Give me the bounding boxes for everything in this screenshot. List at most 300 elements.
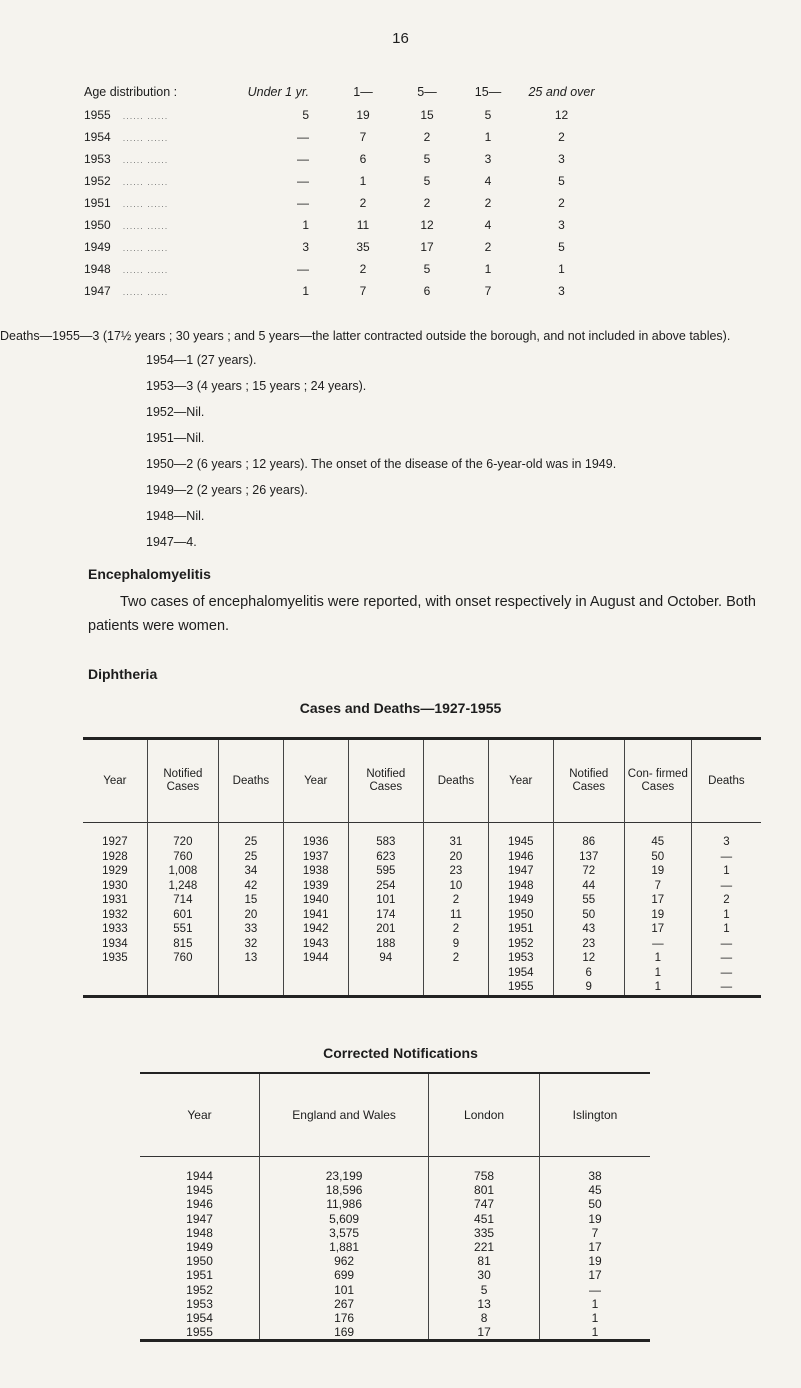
- age-cell: 11: [356, 218, 370, 232]
- diphtheria-cell: 1930: [102, 879, 128, 892]
- age-cell: 19: [356, 108, 370, 122]
- diphtheria-cell: 601: [147, 908, 218, 923]
- age-header-5: 5—: [417, 85, 437, 99]
- diphtheria-cell: 188: [348, 937, 423, 952]
- separator-cell: [624, 823, 691, 836]
- diphtheria-cell: 34: [218, 864, 283, 879]
- diphtheria-cell: 1951: [488, 922, 553, 937]
- diphtheria-cell: 1,008: [147, 864, 218, 879]
- diphtheria-cell: 33: [218, 922, 283, 937]
- corrected-row: [140, 1169, 650, 1183]
- separator-cell: [283, 823, 348, 836]
- diphtheria-cell: 1946: [488, 850, 553, 865]
- age-year-label: 1949: [84, 240, 111, 254]
- age-cell: 12: [554, 108, 569, 122]
- separator-cell: [488, 823, 553, 836]
- diphtheria-cell: 1933: [102, 923, 128, 936]
- corrected-cell: 1944: [186, 1169, 213, 1184]
- age-table-row: [70, 104, 604, 126]
- corrected-row: [140, 1297, 650, 1311]
- diphtheria-cell: 1944: [283, 951, 348, 966]
- corrected-cell: 30: [429, 1268, 540, 1282]
- diphtheria-cell: 1948: [488, 879, 553, 894]
- diphtheria-cell: 583: [348, 835, 423, 850]
- diphtheria-row: [83, 908, 761, 923]
- separator-cell: [553, 823, 624, 836]
- age-cell: 2: [359, 262, 367, 276]
- diphtheria-cell: 1931: [102, 894, 128, 907]
- age-cell: 3: [558, 152, 565, 166]
- age-row-year: [70, 126, 234, 148]
- diphtheria-cell: 595: [348, 864, 423, 879]
- diphtheria-header-cell: Year: [83, 739, 147, 823]
- diphtheria-cell: 2: [424, 951, 489, 966]
- corrected-cell: 13: [429, 1297, 540, 1311]
- leader-dots: ...... ......: [122, 155, 169, 165]
- diphtheria-header-cell: Notified Cases: [553, 739, 624, 823]
- diphtheria-cell: 43: [553, 922, 624, 937]
- diphtheria-cell: 2: [424, 893, 489, 908]
- age-table-row: [70, 214, 604, 236]
- diphtheria-cell: —: [624, 937, 691, 952]
- age-cell: 35: [356, 240, 370, 254]
- deaths-note: 1951—Nil.: [146, 431, 205, 445]
- separator-cell: [429, 1157, 540, 1170]
- diphtheria-cell: 623: [348, 850, 423, 865]
- corrected-cell: 1945: [186, 1183, 213, 1198]
- corrected-row: [140, 1311, 650, 1325]
- diphtheria-cell: 1945: [488, 835, 553, 850]
- separator-cell: [424, 823, 489, 836]
- corrected-row: [140, 1268, 650, 1282]
- diphtheria-cell: [424, 966, 489, 981]
- diphtheria-cell: [348, 980, 423, 996]
- age-cell: 5: [423, 174, 431, 188]
- leader-dots: ...... ......: [122, 287, 169, 297]
- age-table-row: [70, 258, 604, 280]
- corrected-row: [140, 1212, 650, 1226]
- diphtheria-cell: 1949: [488, 893, 553, 908]
- diphtheria-cell: 815: [147, 937, 218, 952]
- age-cell: 1: [558, 262, 565, 276]
- age-distribution-table: [70, 80, 604, 302]
- diphtheria-row: [83, 951, 761, 966]
- corrected-header-cell: Year: [140, 1073, 260, 1157]
- diphtheria-cell: 551: [147, 922, 218, 937]
- age-cell: 2: [558, 130, 565, 144]
- diphtheria-row: [83, 937, 761, 952]
- deaths-note-1955: Deaths—1955—3 (17½ years ; 30 years ; and 5 years—the latter contracted outside the borough, and not included in above tables).: [0, 329, 731, 343]
- corrected-header-cell: Islington: [539, 1073, 650, 1157]
- diphtheria-cell: [147, 966, 218, 981]
- corrected-cell: 169: [260, 1325, 429, 1341]
- corrected-cell: 101: [260, 1283, 429, 1297]
- diphtheria-cell: 25: [218, 850, 283, 865]
- diphtheria-cell: 1940: [283, 893, 348, 908]
- age-header-1: 1—: [353, 85, 373, 99]
- age-row-year: [70, 280, 234, 302]
- corrected-cell: 1949: [186, 1240, 213, 1255]
- corrected-cell: 1: [539, 1325, 650, 1341]
- age-cell: 1: [302, 218, 309, 232]
- diphtheria-cell: 1932: [102, 908, 128, 921]
- age-row-year: [70, 148, 234, 170]
- diphtheria-header-cell: Year: [488, 739, 553, 823]
- age-table-row: [70, 126, 604, 148]
- age-table-row: [70, 192, 604, 214]
- corrected-cell: 747: [429, 1197, 540, 1211]
- diphtheria-cell: 254: [348, 879, 423, 894]
- corrected-cell: 1947: [186, 1211, 213, 1226]
- diphtheria-cell: 45: [624, 835, 691, 850]
- diphtheria-cell: [218, 980, 283, 996]
- age-cell: 3: [484, 152, 492, 166]
- diphtheria-cell: —: [691, 966, 761, 981]
- corrected-cell: 1952: [186, 1282, 213, 1297]
- deaths-note: 1949—2 (2 years ; 26 years).: [146, 483, 308, 497]
- separator-cell: [260, 1157, 429, 1170]
- separator-cell: [348, 823, 423, 836]
- age-row-year: [70, 214, 234, 236]
- diphtheria-cell: 86: [553, 835, 624, 850]
- diphtheria-row: [83, 922, 761, 937]
- diphtheria-cell: 1943: [283, 937, 348, 952]
- diphtheria-cell: 23: [553, 937, 624, 952]
- diphtheria-cell: 201: [348, 922, 423, 937]
- corrected-cell: 1951: [186, 1268, 213, 1283]
- diphtheria-header-cell: Deaths: [424, 739, 489, 823]
- diphtheria-cell: 1: [691, 922, 761, 937]
- corrected-cell: 758: [429, 1169, 540, 1183]
- diphtheria-cell: 42: [218, 879, 283, 894]
- age-row-year: [70, 258, 234, 280]
- deaths-notes: [0, 328, 758, 560]
- corrected-cell: 1948: [186, 1225, 213, 1240]
- leader-dots: ...... ......: [122, 177, 169, 187]
- diphtheria-cell: 1947: [488, 864, 553, 879]
- corrected-cell: 11,986: [260, 1197, 429, 1211]
- diphtheria-cell: —: [691, 951, 761, 966]
- diphtheria-cell: 1938: [283, 864, 348, 879]
- diphtheria-cell: 1952: [488, 937, 553, 952]
- corrected-cell: 176: [260, 1311, 429, 1325]
- diphtheria-cell: [83, 966, 147, 981]
- separator-cell: [83, 823, 147, 836]
- age-cell: 1: [359, 174, 367, 188]
- age-cell: —: [297, 196, 309, 210]
- age-cell: 5: [423, 262, 431, 276]
- diphtheria-cell: 19: [624, 864, 691, 879]
- corrected-cell: 801: [429, 1183, 540, 1197]
- age-row-year: [70, 192, 234, 214]
- diphtheria-cell: 1953: [488, 951, 553, 966]
- corrected-row: [140, 1240, 650, 1254]
- age-table-header: [70, 80, 604, 104]
- diphtheria-cell: 1942: [283, 922, 348, 937]
- separator-cell: [140, 1157, 260, 1170]
- corrected-cell: 1954: [186, 1310, 213, 1325]
- diphtheria-cell: 174: [348, 908, 423, 923]
- age-cell: 4: [484, 174, 492, 188]
- corrected-cell: 8: [429, 1311, 540, 1325]
- corrected-row: [140, 1197, 650, 1211]
- age-cell: 2: [423, 196, 431, 210]
- corrected-row: [140, 1226, 650, 1240]
- diphtheria-cell: 137: [553, 850, 624, 865]
- age-cell: 2: [484, 196, 492, 210]
- diphtheria-cell: 2: [691, 893, 761, 908]
- diphtheria-header-cell: Deaths: [691, 739, 761, 823]
- age-year-label: 1947: [84, 284, 111, 298]
- deaths-note: 1953—3 (4 years ; 15 years ; 24 years).: [146, 379, 367, 393]
- leader-dots: ...... ......: [122, 199, 169, 209]
- corrected-cell: 335: [429, 1226, 540, 1240]
- diphtheria-cell: —: [691, 879, 761, 894]
- diphtheria-cell: 20: [218, 908, 283, 923]
- corrected-cell: 18,596: [260, 1183, 429, 1197]
- corrected-notifications-caption: Corrected Notifications: [323, 1045, 478, 1061]
- diphtheria-cell: 15: [218, 893, 283, 908]
- diphtheria-cell: 9: [553, 980, 624, 996]
- encephalomyelitis-paragraph: Two cases of encephalomyelitis were reported, with onset respectively in August and October. Both patients were women.: [88, 594, 756, 634]
- diphtheria-header-cell: Year: [283, 739, 348, 823]
- diphtheria-cell: 1941: [283, 908, 348, 923]
- deaths-note: 1948—Nil.: [146, 509, 205, 523]
- diphtheria-cell: —: [691, 850, 761, 865]
- corrected-cell: 221: [429, 1240, 540, 1254]
- diphtheria-cell: 1: [691, 864, 761, 879]
- corrected-cell: 50: [539, 1197, 650, 1211]
- age-table-row: [70, 170, 604, 192]
- corrected-cell: 7: [539, 1226, 650, 1240]
- age-cell: 1: [302, 284, 309, 298]
- corrected-cell: —: [539, 1283, 650, 1297]
- diphtheria-header-row: [83, 739, 761, 823]
- diphtheria-cell: [83, 980, 147, 996]
- diphtheria-cell: 1: [691, 908, 761, 923]
- corrected-cell: 5,609: [260, 1212, 429, 1226]
- leader-dots: ...... ......: [122, 111, 169, 121]
- diphtheria-heading: Diphtheria: [88, 666, 158, 682]
- diphtheria-row: [83, 980, 761, 996]
- diphtheria-cell: 1,248: [147, 879, 218, 894]
- diphtheria-cell: 32: [218, 937, 283, 952]
- diphtheria-cell: 1929: [102, 865, 128, 878]
- corrected-row: [140, 1325, 650, 1341]
- diphtheria-cell: 1936: [283, 835, 348, 850]
- corrected-cell: 17: [429, 1325, 540, 1341]
- diphtheria-cell: 1937: [283, 850, 348, 865]
- diphtheria-cell: 1928: [102, 850, 128, 863]
- age-cell: 4: [484, 218, 492, 232]
- diphtheria-cell: 31: [424, 835, 489, 850]
- diphtheria-cell: 13: [218, 951, 283, 966]
- page-number: 16: [392, 30, 409, 47]
- diphtheria-cell: 10: [424, 879, 489, 894]
- diphtheria-cell: 9: [424, 937, 489, 952]
- age-cell: 2: [558, 196, 565, 210]
- diphtheria-cell: 72: [553, 864, 624, 879]
- age-cell: 17: [420, 240, 434, 254]
- age-cell: 5: [484, 108, 492, 122]
- age-year-label: 1954: [84, 130, 111, 144]
- diphtheria-cell: [424, 980, 489, 996]
- diphtheria-cell: [147, 980, 218, 996]
- age-header-25: 25 and over: [528, 85, 595, 99]
- corrected-cell: 962: [260, 1254, 429, 1268]
- age-cell: 7: [359, 130, 367, 144]
- diphtheria-cell: 101: [348, 893, 423, 908]
- corrected-separator: [140, 1157, 650, 1170]
- corrected-cell: 23,199: [260, 1169, 429, 1183]
- age-cell: —: [297, 262, 309, 276]
- age-cell: 3: [302, 240, 309, 254]
- corrected-cell: 1955: [140, 1325, 260, 1341]
- corrected-cell: 17: [539, 1240, 650, 1254]
- age-cell: 3: [558, 218, 565, 232]
- diphtheria-cell: 1954: [488, 966, 553, 981]
- age-cell: 5: [558, 174, 565, 188]
- corrected-row: [140, 1283, 650, 1297]
- diphtheria-table: [83, 737, 761, 998]
- corrected-cell: 451: [429, 1212, 540, 1226]
- age-table-row: [70, 148, 604, 170]
- corrected-cell: 1946: [186, 1197, 213, 1212]
- diphtheria-cell: 25: [218, 835, 283, 850]
- deaths-note: 1947—4.: [146, 535, 197, 549]
- corrected-cell: 3,575: [260, 1226, 429, 1240]
- diphtheria-cell: 6: [553, 966, 624, 981]
- diphtheria-cell: [283, 966, 348, 981]
- corrected-row: [140, 1183, 650, 1197]
- diphtheria-row: [83, 850, 761, 865]
- corrected-cell: 19: [539, 1212, 650, 1226]
- diphtheria-cell: [218, 966, 283, 981]
- age-row-year: [70, 170, 234, 192]
- age-cell: 15: [420, 108, 434, 122]
- corrected-header-cell: London: [429, 1073, 540, 1157]
- age-year-label: 1953: [84, 152, 111, 166]
- diphtheria-caption: Cases and Deaths—1927-1955: [299, 700, 502, 716]
- corrected-cell: 1: [539, 1297, 650, 1311]
- corrected-header-row: [140, 1073, 650, 1157]
- diphtheria-cell: 714: [147, 893, 218, 908]
- age-cell: —: [297, 152, 309, 166]
- corrected-cell: 17: [539, 1268, 650, 1282]
- corrected-cell: 1,881: [260, 1240, 429, 1254]
- corrected-row: [140, 1254, 650, 1268]
- diphtheria-cell: 1939: [283, 879, 348, 894]
- diphtheria-cell: 55: [553, 893, 624, 908]
- separator-cell: [691, 823, 761, 836]
- diphtheria-row: [83, 966, 761, 981]
- diphtheria-cell: —: [691, 937, 761, 952]
- age-year-label: 1955: [84, 108, 111, 122]
- diphtheria-cell: 17: [624, 922, 691, 937]
- leader-dots: ...... ......: [122, 265, 169, 275]
- corrected-cell: 1953: [186, 1296, 213, 1311]
- corrected-cell: 38: [539, 1169, 650, 1183]
- age-cell: 2: [423, 130, 431, 144]
- corrected-cell: 1950: [186, 1254, 213, 1269]
- age-cell: 1: [484, 130, 492, 144]
- corrected-cell: 19: [539, 1254, 650, 1268]
- separator-cell: [147, 823, 218, 836]
- diphtheria-cell: 1955: [488, 980, 553, 996]
- age-cell: —: [297, 130, 309, 144]
- corrected-cell: 267: [260, 1297, 429, 1311]
- age-header-label: Age distribution :: [84, 85, 178, 99]
- diphtheria-cell: 2: [424, 922, 489, 937]
- diphtheria-cell: 20: [424, 850, 489, 865]
- diphtheria-cell: 760: [147, 850, 218, 865]
- deaths-note: 1950—2 (6 years ; 12 years). The onset of the disease of the 6-year-old was in 1949.: [146, 457, 617, 471]
- diphtheria-cell: 1: [624, 980, 691, 996]
- diphtheria-row: [83, 879, 761, 894]
- age-cell: 2: [484, 240, 492, 254]
- age-cell: 7: [359, 284, 367, 298]
- diphtheria-cell: 1950: [488, 908, 553, 923]
- diphtheria-row: [83, 835, 761, 850]
- age-year-label: 1948: [84, 262, 111, 276]
- leader-dots: ...... ......: [122, 133, 169, 143]
- diphtheria-cell: 94: [348, 951, 423, 966]
- diphtheria-cell: —: [691, 980, 761, 996]
- age-table-row: [70, 236, 604, 258]
- corrected-header-cell: England and Wales: [260, 1073, 429, 1157]
- diphtheria-cell: 23: [424, 864, 489, 879]
- age-cell: 6: [423, 284, 431, 298]
- age-cell: 6: [359, 152, 367, 166]
- age-header-15: 15—: [474, 85, 502, 99]
- diphtheria-cell: 3: [691, 835, 761, 850]
- age-row-year: [70, 104, 234, 126]
- encephalomyelitis-heading: Encephalomyelitis: [88, 566, 211, 582]
- diphtheria-cell: 720: [147, 835, 218, 850]
- corrected-notifications-table: [140, 1072, 650, 1342]
- age-cell: —: [297, 174, 309, 188]
- leader-dots: ...... ......: [122, 221, 169, 231]
- corrected-cell: 5: [429, 1283, 540, 1297]
- diphtheria-cell: [348, 966, 423, 981]
- age-cell: 5: [423, 152, 431, 166]
- age-cell: 7: [484, 284, 492, 298]
- age-cell: 12: [420, 218, 434, 232]
- diphtheria-cell: 1: [624, 966, 691, 981]
- diphtheria-cell: 50: [624, 850, 691, 865]
- diphtheria-separator: [83, 823, 761, 836]
- age-header-under1: Under 1 yr.: [247, 85, 309, 99]
- diphtheria-cell: 17: [624, 893, 691, 908]
- diphtheria-header-cell: Deaths: [218, 739, 283, 823]
- diphtheria-cell: 1935: [102, 952, 128, 965]
- corrected-cell: 699: [260, 1268, 429, 1282]
- diphtheria-cell: 1934: [102, 937, 128, 950]
- deaths-note: 1954—1 (27 years).: [146, 353, 257, 367]
- diphtheria-row: [83, 864, 761, 879]
- age-cell: 5: [302, 108, 309, 122]
- diphtheria-cell: 7: [624, 879, 691, 894]
- diphtheria-cell: 19: [624, 908, 691, 923]
- diphtheria-header-cell: Notified Cases: [147, 739, 218, 823]
- diphtheria-row: [83, 893, 761, 908]
- age-row-year: [70, 236, 234, 258]
- age-year-label: 1952: [84, 174, 111, 188]
- corrected-cell: 45: [539, 1183, 650, 1197]
- age-table-row: [70, 280, 604, 302]
- age-cell: 2: [359, 196, 367, 210]
- diphtheria-header-cell: Con- firmed Cases: [624, 739, 691, 823]
